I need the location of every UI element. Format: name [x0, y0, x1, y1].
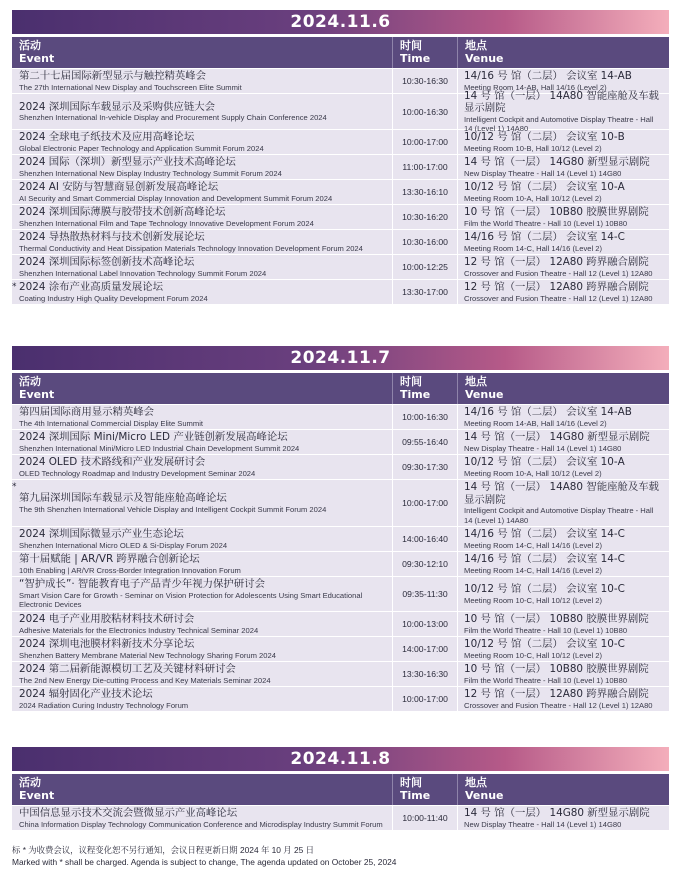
- event-title-zh: 2024 深圳国际 Mini/Micro LED 产业链创新发展高峰论坛: [19, 431, 288, 443]
- table-row: [12, 636, 669, 661]
- event-title-en: OLED Technology Roadmap and Industry Development Seminar 2024: [19, 468, 256, 478]
- venue-cell: [457, 527, 669, 551]
- venue-en: Meeting Room 10-C, Hall 10/12 (Level 2): [464, 650, 603, 660]
- venue-en: Meeting Room 14-C, Hall 14/16 (Level 2): [464, 540, 603, 550]
- event-cell: [12, 230, 392, 254]
- charged-marker: *: [12, 282, 17, 292]
- event-time: 10:00-11:40: [392, 806, 457, 830]
- venue-en: Meeting Room 14-C, Hall 14/16 (Level 2): [464, 243, 603, 253]
- event-title-en: Smart Vision Care for Growth - Seminar on Vision Protection for Adolescents Using Smart Educational Electronic Devices: [19, 590, 363, 610]
- event-title-zh: 2024 国际（深圳）新型显示产业技术高峰论坛: [19, 156, 236, 168]
- table-row: [12, 404, 669, 429]
- header-activity-zh: 活动: [19, 39, 41, 52]
- header-venue-en: Venue: [465, 789, 504, 802]
- venue-en: Film the World Theatre - Hall 10 (Level 1) 10B80: [464, 218, 628, 228]
- event-title-zh: 2024 AI 安防与智慧商显创新发展高峰论坛: [19, 181, 219, 193]
- footnote-en: Marked with * shall be charged. Agenda is subject to change, The agenda updated on October 25, 2024: [12, 857, 397, 867]
- event-time: 10:30-16:00: [392, 230, 457, 254]
- event-title-zh: 2024 OLED 技术路线和产业发展研讨会: [19, 456, 206, 468]
- venue-zh: 10/12 号 馆（二层） 会议室 10-C: [464, 638, 625, 650]
- venue-zh: 10/12 号 馆（二层） 会议室 10-C: [464, 583, 625, 595]
- venue-zh: 10/12 号 馆（二层） 会议室 10-B: [464, 131, 625, 143]
- header-venue: [457, 373, 669, 404]
- event-cell: [12, 130, 392, 154]
- header-activity: [12, 774, 392, 805]
- venue-cell: [457, 130, 669, 154]
- event-cell: [12, 662, 392, 686]
- table-row: [12, 661, 669, 686]
- header-time-zh: 时间: [400, 39, 422, 52]
- header-time-en: Time: [400, 388, 431, 401]
- venue-cell: [457, 577, 669, 611]
- venue-zh: 14/16 号 馆（二层） 会议室 14-C: [464, 528, 625, 540]
- event-title-en: Shenzhen International New Display Industry Technology Summit Forum 2024: [19, 168, 282, 178]
- venue-cell: [457, 280, 669, 304]
- table-row: [12, 204, 669, 229]
- header-venue: [457, 774, 669, 805]
- event-time: 11:00-17:00: [392, 155, 457, 179]
- table-row: [12, 129, 669, 154]
- date-banner: 2024.11.6: [12, 10, 669, 34]
- venue-cell: [457, 480, 669, 526]
- venue-zh: 14/16 号 馆（二层） 会议室 14-C: [464, 553, 625, 565]
- venue-zh: 10/12 号 馆（二层） 会议室 10-A: [464, 181, 625, 193]
- event-title-zh: 2024 涂布产业高质量发展论坛: [19, 281, 164, 293]
- table-row: [12, 551, 669, 576]
- event-time: 09:30-12:10: [392, 552, 457, 576]
- event-cell: [12, 405, 392, 429]
- header-time: [392, 37, 457, 68]
- venue-en: Film the World Theatre - Hall 10 (Level 1) 10B80: [464, 675, 628, 685]
- event-cell: [12, 205, 392, 229]
- event-title-en: Shenzhen Battery Membrane Material New Technology Sharing Forum 2024: [19, 650, 276, 660]
- event-cell: [12, 280, 392, 304]
- table-row: [12, 479, 669, 526]
- event-title-en: Shenzhen International Micro OLED & Si-Display Forum 2024: [19, 540, 228, 550]
- venue-cell: [457, 455, 669, 479]
- venue-zh: 10 号 馆（一层） 10B80 胶膜世界剧院: [464, 663, 649, 675]
- event-time: 10:00-17:00: [392, 687, 457, 711]
- event-title-zh: 2024 第二届新能源模切工艺及关键材料研讨会: [19, 663, 236, 675]
- event-title-en: 2024 Radiation Curing Industry Technology Forum: [19, 700, 189, 710]
- venue-en: New Display Theatre - Hall 14 (Level 1) 14G80: [464, 443, 622, 453]
- table-row: [12, 526, 669, 551]
- header-venue-en: Venue: [465, 52, 504, 65]
- event-time: 09:35-11:30: [392, 577, 457, 611]
- venue-zh: 14/16 号 馆（二层） 会议室 14-C: [464, 231, 625, 243]
- venue-cell: [457, 180, 669, 204]
- footnote-zh: 标 * 为收费会议，议程变化恕不另行通知，会议日程更新日期 2024 年 10 月 25 日: [12, 845, 315, 855]
- header-activity: [12, 373, 392, 404]
- header-time-en: Time: [400, 52, 431, 65]
- venue-cell: [457, 552, 669, 576]
- venue-cell: [457, 230, 669, 254]
- event-title-en: The 2nd New Energy Die-cutting Process and Key Materials Seminar 2024: [19, 675, 271, 685]
- header-venue-zh: 地点: [465, 39, 487, 52]
- event-title-en: Shenzhen International In-vehicle Display and Procurement Supply Chain Conference 2024: [19, 113, 327, 122]
- header-activity-en: Event: [19, 789, 55, 802]
- header-activity-en: Event: [19, 52, 55, 65]
- event-title-en: Global Electronic Paper Technology and Application Summit Forum 2024: [19, 143, 264, 153]
- venue-cell: [457, 637, 669, 661]
- venue-zh: 12 号 馆（一层） 12A80 跨界融合剧院: [464, 688, 649, 700]
- event-title-en: 10th Enabling | AR/VR Cross-Border Integration Innovation Forum: [19, 565, 241, 575]
- event-title-en: Adhesive Materials for the Electronics Industry Technical Seminar 2024: [19, 625, 259, 635]
- event-time: 10:00-12:25: [392, 255, 457, 279]
- event-title-zh: 第二十七届国际新型显示与触控精英峰会: [19, 70, 207, 82]
- event-title-zh: 第九届深圳国际车载显示及智能座舱高峰论坛: [19, 492, 227, 504]
- event-cell: [12, 180, 392, 204]
- venue-en: Meeting Room 14-AB, Hall 14/16 (Level 2): [464, 82, 607, 92]
- table-row: [12, 805, 669, 830]
- event-cell: [12, 612, 392, 636]
- header-time: [392, 774, 457, 805]
- venue-zh: 14 号 馆（一层） 14A80 智能座舱及车载显示剧院: [464, 481, 660, 506]
- event-title-en: Shenzhen International Mini/Micro LED Industrial Chain Development Summit 2024: [19, 443, 300, 453]
- venue-en: New Display Theatre - Hall 14 (Level 1) 14G80: [464, 819, 622, 829]
- event-cell: [12, 480, 392, 526]
- event-title-zh: 2024 深圳电池膜材料新技术分享论坛: [19, 638, 195, 650]
- header-time-zh: 时间: [400, 776, 422, 789]
- event-title-en: Shenzhen International Label Innovation Technology Summit Forum 2024: [19, 268, 267, 278]
- venue-cell: [457, 255, 669, 279]
- venue-cell: [457, 662, 669, 686]
- event-title-zh: 第四届国际商用显示精英峰会: [19, 406, 155, 418]
- venue-zh: 14/16 号 馆（二层） 会议室 14-AB: [464, 406, 632, 418]
- event-time: 10:00-13:00: [392, 612, 457, 636]
- event-time: 09:55-16:40: [392, 430, 457, 454]
- event-cell: [12, 527, 392, 551]
- event-title-zh: 2024 深圳国际微显示产业生态论坛: [19, 528, 184, 540]
- venue-cell: [457, 155, 669, 179]
- venue-cell: [457, 405, 669, 429]
- venue-zh: 14 号 馆（一层） 14G80 新型显示剧院: [464, 431, 650, 443]
- event-title-zh: 中国信息显示技术交流会暨微显示产业高峰论坛: [19, 807, 238, 819]
- event-title-en: The 9th Shenzhen International Vehicle Display and Intelligent Cockpit Summit Forum 2024: [19, 504, 327, 514]
- venue-zh: 10/12 号 馆（二层） 会议室 10-A: [464, 456, 625, 468]
- table-row: [12, 279, 669, 304]
- header-time-en: Time: [400, 789, 431, 802]
- event-cell: [12, 69, 392, 93]
- venue-zh: 14 号 馆（一层） 14G80 新型显示剧院: [464, 156, 650, 168]
- event-time: 13:30-17:00: [392, 280, 457, 304]
- venue-en: Crossover and Fusion Theatre - Hall 12 (Level 1) 12A80: [464, 700, 653, 710]
- table-row: [12, 89, 669, 133]
- event-title-en: Thermal Conductivity and Heat Dissipation Materials Technology Innovation Development Forum 2024: [19, 243, 363, 253]
- table-row: [12, 576, 669, 611]
- event-cell: [12, 255, 392, 279]
- table-row: [12, 254, 669, 279]
- event-title-en: The 27th International New Display and Touchscreen Elite Summit: [19, 82, 242, 92]
- event-title-en: The 4th International Commercial Display Elite Summit: [19, 418, 204, 428]
- event-cell: [12, 455, 392, 479]
- venue-en: Film the World Theatre - Hall 10 (Level 1) 10B80: [464, 625, 628, 635]
- event-time: 10:30-16:20: [392, 205, 457, 229]
- venue-zh: 12 号 馆（一层） 12A80 跨界融合剧院: [464, 281, 649, 293]
- day-section-2024-11-7: [12, 346, 669, 711]
- venue-zh: 14/16 号 馆（二层） 会议室 14-AB: [464, 70, 632, 82]
- event-time: 10:00-17:00: [392, 480, 457, 526]
- day-section-2024-11-8: [12, 747, 669, 830]
- header-venue: [457, 37, 669, 68]
- table-row: [12, 154, 669, 179]
- event-time: 13:30-16:30: [392, 662, 457, 686]
- venue-cell: [457, 612, 669, 636]
- event-cell: [12, 577, 392, 611]
- event-time: 10:00-16:30: [392, 405, 457, 429]
- header-time: [392, 373, 457, 404]
- venue-en: Intelligent Cockpit and Automotive Display Theatre - Hall 14 (Level 1) 14A80: [464, 506, 654, 525]
- header-activity-zh: 活动: [19, 375, 41, 388]
- event-title-zh: 第十届赋能 | AR/VR 跨界融合创新论坛: [19, 553, 200, 565]
- event-time: 14:00-16:40: [392, 527, 457, 551]
- day-section-2024-11-6: [12, 10, 669, 304]
- table-row: [12, 179, 669, 204]
- event-cell: [12, 94, 392, 129]
- venue-cell: [457, 205, 669, 229]
- event-title-zh: 2024 深圳国际薄膜与胶带技术创新高峰论坛: [19, 206, 226, 218]
- event-title-en: AI Security and Smart Commercial Display Innovation and Development Summit Forum 2024: [19, 193, 333, 203]
- event-title-zh: “智护成长”· 智能教育电子产品青少年视力保护研讨会: [19, 578, 265, 591]
- event-title-zh: 2024 导热散热材料与技术创新发展论坛: [19, 231, 205, 243]
- venue-en: Meeting Room 10-A, Hall 10/12 (Level 2): [464, 193, 602, 203]
- venue-en: Crossover and Fusion Theatre - Hall 12 (Level 1) 12A80: [464, 268, 653, 278]
- table-row: [12, 429, 669, 454]
- table-row: [12, 454, 669, 479]
- event-cell: [12, 637, 392, 661]
- event-cell: [12, 687, 392, 711]
- venue-zh: 12 号 馆（一层） 12A80 跨界融合剧院: [464, 256, 649, 268]
- venue-zh: 10 号 馆（一层） 10B80 胶膜世界剧院: [464, 613, 649, 625]
- event-time: 10:30-16:30: [392, 69, 457, 93]
- event-title-zh: 2024 全球电子纸技术及应用高峰论坛: [19, 131, 195, 143]
- header-activity: [12, 37, 392, 68]
- table-header: [12, 373, 669, 404]
- venue-zh: 10 号 馆（一层） 10B80 胶膜世界剧院: [464, 206, 649, 218]
- event-time: 10:00-16:30: [392, 94, 457, 129]
- header-activity-zh: 活动: [19, 776, 41, 789]
- table-header: [12, 37, 669, 68]
- event-cell: [12, 430, 392, 454]
- header-venue-en: Venue: [465, 388, 504, 401]
- event-time: 10:00-17:00: [392, 130, 457, 154]
- table-row: [12, 611, 669, 636]
- venue-cell: [457, 687, 669, 711]
- header-time-zh: 时间: [400, 375, 422, 388]
- date-banner: 2024.11.7: [12, 346, 669, 370]
- venue-zh: 14 号 馆（一层） 14G80 新型显示剧院: [464, 807, 650, 819]
- charged-marker: *: [12, 482, 17, 492]
- venue-en: New Display Theatre - Hall 14 (Level 1) 14G80: [464, 168, 622, 178]
- event-title-zh: 2024 深圳国际车载显示及采购供应链大会: [19, 100, 215, 113]
- event-title-en: Coating Industry High Quality Development Forum 2024: [19, 293, 208, 303]
- event-title-en: China Information Display Technology Communication Conference and Microdisplay Industry Summit Forum: [19, 819, 383, 829]
- event-time: 09:30-17:30: [392, 455, 457, 479]
- venue-en: Meeting Room 10-A, Hall 10/12 (Level 2): [464, 468, 602, 478]
- venue-cell: [457, 806, 669, 830]
- event-time: 14:00-17:00: [392, 637, 457, 661]
- event-title-zh: 2024 深圳国际标签创新技术高峰论坛: [19, 256, 195, 268]
- event-time: 13:30-16:10: [392, 180, 457, 204]
- event-cell: [12, 552, 392, 576]
- venue-en: Meeting Room 10-B, Hall 10/12 (Level 2): [464, 143, 602, 153]
- venue-en: Crossover and Fusion Theatre - Hall 12 (Level 1) 12A80: [464, 293, 653, 303]
- date-banner: 2024.11.8: [12, 747, 669, 771]
- venue-cell: [457, 430, 669, 454]
- footnote: [12, 844, 396, 868]
- event-title-en: Shenzhen International Film and Tape Technology Innovative Development Forum 2024: [19, 218, 314, 228]
- header-venue-zh: 地点: [465, 375, 487, 388]
- header-activity-en: Event: [19, 388, 55, 401]
- event-cell: [12, 155, 392, 179]
- event-title-zh: 2024 辐射固化产业技术论坛: [19, 688, 153, 700]
- table-row: [12, 686, 669, 711]
- event-cell: [12, 806, 392, 830]
- venue-en: Meeting Room 14-AB, Hall 14/16 (Level 2): [464, 418, 607, 428]
- event-title-zh: 2024 电子产业用胶粘材料技术研讨会: [19, 613, 195, 625]
- venue-en: Intelligent Cockpit and Automotive Display Theatre - Hall 14 (Level 1) 14A80: [464, 114, 654, 133]
- table-row: [12, 229, 669, 254]
- venue-cell: [457, 89, 669, 133]
- venue-en: Meeting Room 10-C, Hall 10/12 (Level 2): [464, 595, 603, 605]
- header-venue-zh: 地点: [465, 776, 487, 789]
- venue-en: Meeting Room 14-C, Hall 14/16 (Level 2): [464, 565, 603, 575]
- table-header: [12, 774, 669, 805]
- venue-zh: 14 号 馆（一层） 14A80 智能座舱及车载显示剧院: [464, 89, 660, 114]
